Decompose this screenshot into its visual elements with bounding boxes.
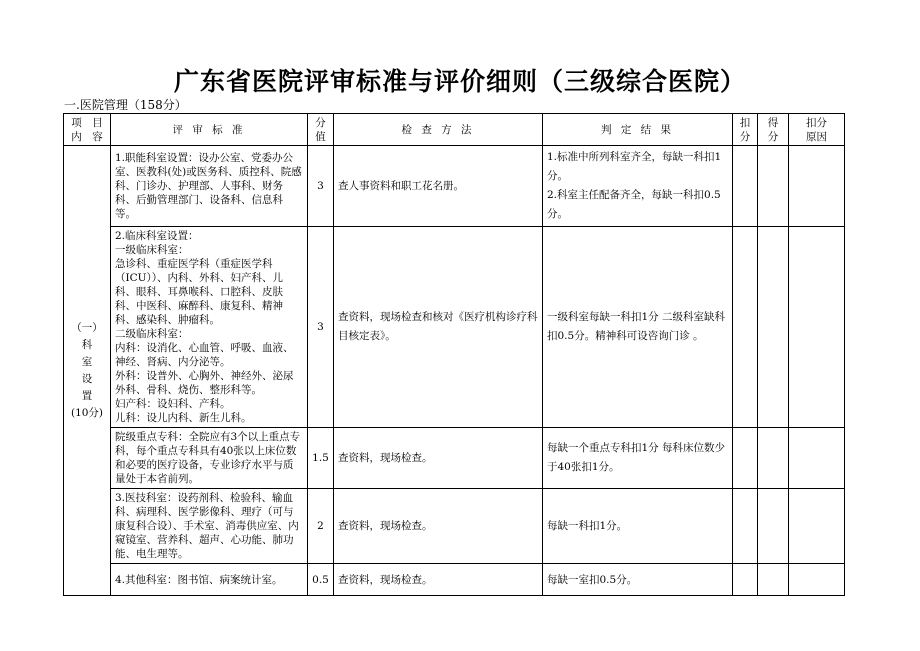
gain-cell[interactable] [758, 489, 789, 564]
reason-cell[interactable] [789, 564, 845, 596]
score-cell: 2 [308, 489, 334, 564]
header-item: 项 目 内 容 [64, 114, 111, 146]
score-cell: 1.5 [308, 428, 334, 489]
standard-cell: 2.临床科室设置： 一级临床科室： 急诊科、重症医学科（重症医学科（ICU））、内科、外科、妇产科、儿科、眼科、耳鼻喉科、口腔科、皮肤科、中医科、麻醉科、康复科、精神科、感染科、肿瘤科。 二级临床科室： 内科：设消化、心血管、呼吸、血液、神经、肾病、内分泌等。 外科：设普外、心胸外、神经外、泌尿外科、骨科、烧伤、整形科等。 妇产科：设妇科、产科。 儿科：设儿内科、新生儿科。 [111, 227, 308, 428]
standard-cell: 3.医技科室：设药剂科、检验科、输血科、病理科、医学影像科、理疗（可与康复科合设）、手术室、消毒供应室、内窥镜室、营养科、超声、心功能、肺功能、电生理等。 [111, 489, 308, 564]
reason-cell[interactable] [789, 489, 845, 564]
page-title: 广东省医院评审标准与评价细则（三级综合医院） [173, 67, 746, 96]
deduct-cell[interactable] [733, 428, 758, 489]
standard-cell: 4.其他科室：图书馆、病案统计室。 [111, 564, 308, 596]
standard-cell: 1.职能科室设置：设办公室、党委办公室、医教科(处)或医务科、质控科、院感科、门诊办、护理部、人事科、财务科、后勤管理部门、设备科、信息科等。 [111, 146, 308, 227]
method-cell: 查资料，现场检查。 [334, 564, 543, 596]
header-judgement: 判 定 结 果 [543, 114, 733, 146]
gain-cell[interactable] [758, 428, 789, 489]
reason-cell[interactable] [789, 146, 845, 227]
judgement-cell: 每缺一室扣0.5分。 [543, 564, 733, 596]
standard-cell: 院级重点专科：全院应有3个以上重点专科，每个重点专科具有40张以上床位数和必要的医疗设备，专业诊疗水平与质量处于本省前列。 [111, 428, 308, 489]
score-cell: 3 [308, 227, 334, 428]
judgement-cell: 1.标准中所列科室齐全，每缺一科扣1分。 2.科室主任配备齐全，每缺一科扣0.5分。 [543, 146, 733, 227]
table-row [64, 564, 845, 596]
header-score: 分 值 [308, 114, 334, 146]
table-header-row [64, 114, 845, 146]
header-gain: 得 分 [758, 114, 789, 146]
score-cell: 3 [308, 146, 334, 227]
table-row [64, 146, 845, 227]
score-cell: 0.5 [308, 564, 334, 596]
deduct-cell[interactable] [733, 564, 758, 596]
reason-cell[interactable] [789, 428, 845, 489]
method-cell: 查资料，现场检查。 [334, 428, 543, 489]
evaluation-table [63, 113, 845, 596]
judgement-cell: 每缺一科扣1分。 [543, 489, 733, 564]
deduct-cell[interactable] [733, 227, 758, 428]
header-reason: 扣分 原因 [789, 114, 845, 146]
reason-cell[interactable] [789, 227, 845, 428]
deduct-cell[interactable] [733, 146, 758, 227]
header-standard: 评 审 标 准 [111, 114, 308, 146]
header-deduct: 扣 分 [733, 114, 758, 146]
category-cell: （一） 科 室 设 置 (10分) [64, 146, 111, 596]
judgement-cell: 一级科室每缺一科扣1分 二级科室缺科扣0.5分。精神科可设咨询门诊 。 [543, 227, 733, 428]
gain-cell[interactable] [758, 564, 789, 596]
method-cell: 查资料，现场检查和核对《医疗机构诊疗科目核定表》。 [334, 227, 543, 428]
gain-cell[interactable] [758, 227, 789, 428]
deduct-cell[interactable] [733, 489, 758, 564]
judgement-cell: 每缺一个重点专科扣1分 每科床位数少于40张扣1分。 [543, 428, 733, 489]
section-heading: 一.医院管理（158分） [64, 98, 187, 112]
header-method: 检 查 方 法 [334, 114, 543, 146]
method-cell: 查人事资料和职工花名册。 [334, 146, 543, 227]
table-row [64, 428, 845, 489]
gain-cell[interactable] [758, 146, 789, 227]
table-row [64, 227, 845, 428]
table-row [64, 489, 845, 564]
method-cell: 查资料，现场检查。 [334, 489, 543, 564]
